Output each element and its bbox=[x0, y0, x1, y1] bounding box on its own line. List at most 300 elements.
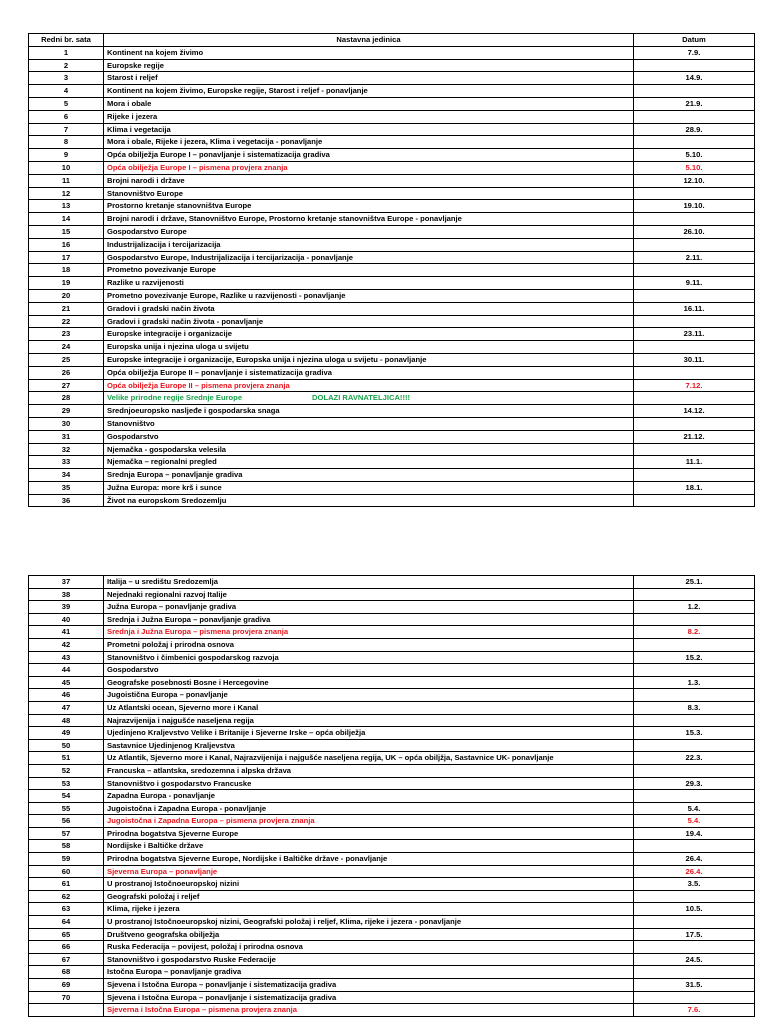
lesson-topic-text: Brojni narodi i države bbox=[107, 175, 185, 185]
lesson-topic bbox=[104, 1004, 634, 1017]
lesson-date bbox=[634, 588, 755, 601]
schedule-table-1 bbox=[28, 33, 755, 507]
lesson-topic-text: Nordijske i Baltičke države bbox=[107, 841, 204, 851]
lesson-date bbox=[634, 916, 755, 929]
lesson-date bbox=[634, 315, 755, 328]
lesson-number: 9 bbox=[29, 149, 104, 162]
lesson-date bbox=[634, 59, 755, 72]
lesson-date bbox=[634, 840, 755, 853]
lesson-topic-text: Prometno povezivanje Europe bbox=[107, 265, 216, 275]
lesson-number: 70 bbox=[29, 991, 104, 1004]
lesson-topic bbox=[104, 689, 634, 702]
lesson-number: 10 bbox=[29, 161, 104, 174]
lesson-number: 28 bbox=[29, 392, 104, 405]
lesson-date: 21.9. bbox=[634, 97, 755, 110]
lesson-date: 5.10. bbox=[634, 161, 755, 174]
lesson-topic-text: Prometno povezivanje Europe, Razlike u razvijenosti - ponavljanje bbox=[107, 290, 346, 300]
lesson-number: 45 bbox=[29, 676, 104, 689]
lesson-number bbox=[29, 1004, 104, 1017]
lesson-topic-text: Gospodarstvo bbox=[107, 431, 159, 441]
lesson-date: 5.10. bbox=[634, 149, 755, 162]
lesson-topic bbox=[104, 187, 634, 200]
lesson-topic-text: Starost i reljef bbox=[107, 73, 158, 83]
lesson-topic bbox=[104, 469, 634, 482]
table-row bbox=[29, 676, 755, 689]
table-row bbox=[29, 161, 755, 174]
lesson-topic bbox=[104, 651, 634, 664]
lesson-number: 43 bbox=[29, 651, 104, 664]
lesson-date bbox=[634, 966, 755, 979]
lesson-topic-text: Jugoistična Europa – ponavljanje bbox=[107, 690, 228, 700]
header-date: Datum bbox=[634, 34, 755, 47]
lesson-topic bbox=[104, 136, 634, 149]
lesson-topic bbox=[104, 613, 634, 626]
lesson-number: 46 bbox=[29, 689, 104, 702]
lesson-topic bbox=[104, 85, 634, 98]
lesson-date: 30.11. bbox=[634, 353, 755, 366]
table-row bbox=[29, 588, 755, 601]
lesson-date bbox=[634, 739, 755, 752]
lesson-topic-text: Srednjoeuropsko nasljeđe i gospodarska snaga bbox=[107, 406, 280, 416]
lesson-topic bbox=[104, 59, 634, 72]
lesson-date bbox=[634, 85, 755, 98]
lesson-number: 35 bbox=[29, 481, 104, 494]
table-row bbox=[29, 941, 755, 954]
lesson-topic bbox=[104, 341, 634, 354]
lesson-number: 8 bbox=[29, 136, 104, 149]
table-row bbox=[29, 353, 755, 366]
lesson-topic-text: Opća obilježja Europe II – pismena provjera znanja bbox=[107, 380, 290, 390]
lesson-topic-text: Nejednaki regionalni razvoj Italije bbox=[107, 589, 227, 599]
lesson-topic bbox=[104, 714, 634, 727]
header-row bbox=[29, 34, 755, 47]
lesson-topic bbox=[104, 225, 634, 238]
lesson-topic-text: Istočna Europa – ponavljanje gradiva bbox=[107, 967, 242, 977]
lesson-topic-text: Ruska Federacija – povijest, položaj i prirodna osnova bbox=[107, 942, 303, 952]
lesson-topic-text: Sjevena i Istočna Europa – ponavljanje i sistematizacija gradiva bbox=[107, 992, 337, 1002]
table-row bbox=[29, 85, 755, 98]
lesson-date bbox=[634, 110, 755, 123]
lesson-topic bbox=[104, 251, 634, 264]
table-row bbox=[29, 664, 755, 677]
lesson-topic-text: Europske integracije i organizacije bbox=[107, 329, 232, 339]
lesson-topic-text: Gradovi i gradski način života - ponavljanje bbox=[107, 316, 264, 326]
table-row bbox=[29, 366, 755, 379]
lesson-number: 59 bbox=[29, 853, 104, 866]
lesson-topic bbox=[104, 676, 634, 689]
lesson-topic-text: Opća obilježja Europe I – ponavljanje i sistematizacija gradiva bbox=[107, 150, 330, 160]
table-row bbox=[29, 264, 755, 277]
lesson-topic bbox=[104, 777, 634, 790]
lesson-number: 13 bbox=[29, 200, 104, 213]
lesson-topic-text: U prostranoj Istočnoeuropskoj nizini, Geografski položaj i reljef, Klima, rijeke i jezera - ponavljanje bbox=[107, 917, 462, 927]
lesson-number: 25 bbox=[29, 353, 104, 366]
lesson-number: 49 bbox=[29, 727, 104, 740]
lesson-number: 24 bbox=[29, 341, 104, 354]
lesson-date bbox=[634, 289, 755, 302]
lesson-number: 65 bbox=[29, 928, 104, 941]
lesson-topic bbox=[104, 417, 634, 430]
lesson-topic bbox=[104, 638, 634, 651]
lesson-date bbox=[634, 213, 755, 226]
lesson-topic-text: Kontinent na kojem živimo, Europske regije, Starost i reljef - ponavljanje bbox=[107, 86, 368, 96]
lesson-date bbox=[634, 443, 755, 456]
table-row bbox=[29, 613, 755, 626]
lesson-topic-text: Sjeverna Europa – ponavljanje bbox=[107, 866, 218, 876]
lesson-topic bbox=[104, 302, 634, 315]
lesson-topic-text: Jugoistočna i Zapadna Europa – pismena provjera znanja bbox=[107, 816, 315, 826]
lesson-number: 33 bbox=[29, 456, 104, 469]
table-row bbox=[29, 752, 755, 765]
lesson-topic-text: Europske regije bbox=[107, 60, 164, 70]
table-row bbox=[29, 289, 755, 302]
table-row bbox=[29, 328, 755, 341]
lesson-number: 61 bbox=[29, 878, 104, 891]
lesson-topic-text: Geografske posebnosti Bosne i Hercegovine bbox=[107, 677, 269, 687]
lesson-number: 34 bbox=[29, 469, 104, 482]
lesson-topic bbox=[104, 790, 634, 803]
lesson-date: 16.11. bbox=[634, 302, 755, 315]
lesson-number: 21 bbox=[29, 302, 104, 315]
lesson-number: 16 bbox=[29, 238, 104, 251]
table-row bbox=[29, 802, 755, 815]
lesson-topic bbox=[104, 494, 634, 507]
table-row bbox=[29, 469, 755, 482]
lesson-number: 64 bbox=[29, 916, 104, 929]
lesson-number: 44 bbox=[29, 664, 104, 677]
lesson-topic-text: Najrazvijenija i najgušće naseljena regija bbox=[107, 715, 254, 725]
lesson-number: 37 bbox=[29, 576, 104, 589]
lesson-topic bbox=[104, 328, 634, 341]
lesson-topic-text: Uz Atlantski ocean, Sjeverno more i Kanal bbox=[107, 702, 259, 712]
lesson-topic-text: Stanovništvo i gospodarstvo Ruske Federacije bbox=[107, 954, 276, 964]
lesson-date: 29.3. bbox=[634, 777, 755, 790]
lesson-number: 40 bbox=[29, 613, 104, 626]
lesson-number: 63 bbox=[29, 903, 104, 916]
table-row bbox=[29, 727, 755, 740]
lesson-topic-text: Sastavnice Ujedinjenog Kraljevstva bbox=[107, 740, 235, 750]
lesson-topic bbox=[104, 366, 634, 379]
lesson-date: 1.2. bbox=[634, 601, 755, 614]
lesson-topic bbox=[104, 853, 634, 866]
lesson-date: 15.2. bbox=[634, 651, 755, 664]
lesson-date: 7.9. bbox=[634, 46, 755, 59]
lesson-number: 26 bbox=[29, 366, 104, 379]
table-row bbox=[29, 72, 755, 85]
lesson-date bbox=[634, 392, 755, 405]
lesson-topic bbox=[104, 379, 634, 392]
lesson-date: 14.12. bbox=[634, 405, 755, 418]
table-row bbox=[29, 46, 755, 59]
lesson-date bbox=[634, 941, 755, 954]
lesson-topic-text: Klima i vegetacija bbox=[107, 124, 171, 134]
lesson-number: 67 bbox=[29, 953, 104, 966]
lesson-topic bbox=[104, 903, 634, 916]
lesson-topic-text: Ujedinjeno Kraljevstvo Velike i Britanije i Sjeverne Irske – opća obilježja bbox=[107, 728, 366, 738]
lesson-topic-text: Gospodarstvo Europe bbox=[107, 226, 187, 236]
lesson-number: 1 bbox=[29, 46, 104, 59]
lesson-date: 7.12. bbox=[634, 379, 755, 392]
lesson-date bbox=[634, 469, 755, 482]
lesson-topic bbox=[104, 928, 634, 941]
lesson-date: 15.3. bbox=[634, 727, 755, 740]
lesson-topic-text: Stanovništvo bbox=[107, 418, 155, 428]
table-row bbox=[29, 302, 755, 315]
lesson-topic-text: Razlike u razvijenosti bbox=[107, 278, 184, 288]
lesson-number: 39 bbox=[29, 601, 104, 614]
lesson-topic-text: Njemačka - gospodarska velesila bbox=[107, 444, 227, 454]
lesson-date: 25.1. bbox=[634, 576, 755, 589]
lesson-topic bbox=[104, 626, 634, 639]
lesson-topic-text: Mora i obale, Rijeke i jezera, Klima i vegetacija - ponavljanje bbox=[107, 137, 323, 147]
lesson-topic bbox=[104, 727, 634, 740]
lesson-topic bbox=[104, 443, 634, 456]
lesson-number: 23 bbox=[29, 328, 104, 341]
lesson-date: 7.6. bbox=[634, 1004, 755, 1017]
lesson-topic-text: Stanovništvo i čimbenici gospodarskog razvoja bbox=[107, 652, 279, 662]
lesson-number: 32 bbox=[29, 443, 104, 456]
table-row bbox=[29, 405, 755, 418]
table-row bbox=[29, 916, 755, 929]
lesson-topic bbox=[104, 97, 634, 110]
lesson-number: 58 bbox=[29, 840, 104, 853]
lesson-topic bbox=[104, 149, 634, 162]
lesson-topic-text: Gospodarstvo bbox=[107, 665, 159, 675]
lesson-date bbox=[634, 613, 755, 626]
lesson-topic bbox=[104, 764, 634, 777]
table-row bbox=[29, 714, 755, 727]
lesson-date bbox=[634, 264, 755, 277]
lesson-date: 26.4. bbox=[634, 865, 755, 878]
lesson-topic-text: Zapadna Europa - ponavljanje bbox=[107, 791, 216, 801]
lesson-topic bbox=[104, 174, 634, 187]
lesson-date bbox=[634, 136, 755, 149]
lesson-topic bbox=[104, 953, 634, 966]
lesson-date: 14.9. bbox=[634, 72, 755, 85]
lesson-topic-text: Stanovništvo Europe bbox=[107, 188, 183, 198]
lesson-topic-text: Gradovi i gradski način života bbox=[107, 303, 215, 313]
lesson-topic bbox=[104, 802, 634, 815]
lesson-topic bbox=[104, 481, 634, 494]
lesson-number: 22 bbox=[29, 315, 104, 328]
lesson-topic-text: Opća obilježja Europe I – pismena provjera znanja bbox=[107, 162, 288, 172]
lesson-topic bbox=[104, 701, 634, 714]
lesson-topic bbox=[104, 392, 634, 405]
lesson-topic-text: Mora i obale bbox=[107, 98, 152, 108]
lesson-number: 53 bbox=[29, 777, 104, 790]
lesson-topic-text: U prostranoj Istočnoeuropskoj nizini bbox=[107, 879, 240, 889]
lesson-number: 19 bbox=[29, 277, 104, 290]
lesson-topic bbox=[104, 588, 634, 601]
table-row bbox=[29, 764, 755, 777]
lesson-topic-text: Srednja i Južna Europa – ponavljanje gradiva bbox=[107, 614, 271, 624]
lesson-date: 26.4. bbox=[634, 853, 755, 866]
table-row bbox=[29, 59, 755, 72]
table-row bbox=[29, 903, 755, 916]
lesson-number: 54 bbox=[29, 790, 104, 803]
table-row bbox=[29, 379, 755, 392]
table-row bbox=[29, 213, 755, 226]
lesson-topic-text: Velike prirodne regije Srednje Europe bbox=[107, 393, 243, 403]
lesson-date: 19.4. bbox=[634, 827, 755, 840]
table-row bbox=[29, 979, 755, 992]
lesson-topic bbox=[104, 752, 634, 765]
lesson-topic bbox=[104, 815, 634, 828]
lesson-number: 29 bbox=[29, 405, 104, 418]
table-row bbox=[29, 456, 755, 469]
lesson-number: 66 bbox=[29, 941, 104, 954]
lesson-topic-text: Južna Europa: more krš i sunce bbox=[107, 482, 222, 492]
lesson-topic-text: Francuska – atlantska, sredozemna i alpska država bbox=[107, 765, 292, 775]
lesson-date: 3.5. bbox=[634, 878, 755, 891]
table-row bbox=[29, 790, 755, 803]
table-row bbox=[29, 238, 755, 251]
lesson-date: 18.1. bbox=[634, 481, 755, 494]
lesson-number: 55 bbox=[29, 802, 104, 815]
lesson-topic-text: Rijeke i jezera bbox=[107, 111, 158, 121]
lesson-date: 11.1. bbox=[634, 456, 755, 469]
lesson-topic-text: Europske integracije i organizacije, Europska unija i njezina uloga u svijetu - ponavljanje bbox=[107, 354, 427, 364]
lesson-number: 17 bbox=[29, 251, 104, 264]
table-row bbox=[29, 1004, 755, 1017]
lesson-date: 21.12. bbox=[634, 430, 755, 443]
table-row bbox=[29, 840, 755, 853]
lesson-number: 31 bbox=[29, 430, 104, 443]
lesson-topic-text: Društveno geografska obilježja bbox=[107, 929, 220, 939]
table-row bbox=[29, 651, 755, 664]
lesson-topic bbox=[104, 916, 634, 929]
lesson-number: 30 bbox=[29, 417, 104, 430]
lesson-date: 2.11. bbox=[634, 251, 755, 264]
lesson-number: 4 bbox=[29, 85, 104, 98]
lesson-topic bbox=[104, 878, 634, 891]
table-row bbox=[29, 878, 755, 891]
lesson-number: 41 bbox=[29, 626, 104, 639]
table-row bbox=[29, 149, 755, 162]
table-row bbox=[29, 225, 755, 238]
lesson-date: 17.5. bbox=[634, 928, 755, 941]
table-row bbox=[29, 966, 755, 979]
header-topic: Nastavna jedinica bbox=[104, 34, 634, 47]
lesson-date bbox=[634, 890, 755, 903]
header-lesson-number: Redni br. sata bbox=[29, 34, 104, 47]
lesson-date: 5.4. bbox=[634, 815, 755, 828]
lesson-topic bbox=[104, 238, 634, 251]
table-row bbox=[29, 827, 755, 840]
lesson-date bbox=[634, 689, 755, 702]
lesson-topic bbox=[104, 161, 634, 174]
lesson-number: 48 bbox=[29, 714, 104, 727]
table-row bbox=[29, 417, 755, 430]
lesson-topic-text: Opća obilježja Europe II – ponavljanje i sistematizacija gradiva bbox=[107, 367, 332, 377]
lesson-topic-text: Prometni položaj i prirodna osnova bbox=[107, 639, 234, 649]
lesson-topic bbox=[104, 979, 634, 992]
table-row bbox=[29, 136, 755, 149]
lesson-number: 5 bbox=[29, 97, 104, 110]
table-row bbox=[29, 200, 755, 213]
lesson-topic bbox=[104, 827, 634, 840]
table-row bbox=[29, 865, 755, 878]
schedule-table-2 bbox=[28, 575, 755, 1017]
lesson-date: 26.10. bbox=[634, 225, 755, 238]
lesson-number: 56 bbox=[29, 815, 104, 828]
table-row bbox=[29, 481, 755, 494]
lesson-date: 22.3. bbox=[634, 752, 755, 765]
table-row bbox=[29, 97, 755, 110]
table-row bbox=[29, 392, 755, 405]
lesson-date bbox=[634, 991, 755, 1004]
lesson-number: 47 bbox=[29, 701, 104, 714]
lesson-topic-text: Geografski položaj i reljef bbox=[107, 891, 200, 901]
table-row bbox=[29, 953, 755, 966]
lesson-topic-text: Klima, rijeke i jezera bbox=[107, 904, 180, 914]
lesson-topic bbox=[104, 110, 634, 123]
table-row bbox=[29, 853, 755, 866]
lesson-number: 60 bbox=[29, 865, 104, 878]
table-row bbox=[29, 576, 755, 589]
table-row bbox=[29, 626, 755, 639]
lesson-topic-text: Brojni narodi i države, Stanovništvo Europe, Prostorno kretanje stanovništva Europe - ponavljanje bbox=[107, 214, 462, 224]
lesson-number: 11 bbox=[29, 174, 104, 187]
lesson-number: 38 bbox=[29, 588, 104, 601]
lesson-topic-text: Europska unija i njezina uloga u svijetu bbox=[107, 342, 249, 352]
lesson-topic-text: Prirodna bogatstva Sjeverne Europe bbox=[107, 828, 239, 838]
lesson-number: 6 bbox=[29, 110, 104, 123]
lesson-number: 36 bbox=[29, 494, 104, 507]
lesson-topic bbox=[104, 315, 634, 328]
table-row bbox=[29, 341, 755, 354]
lesson-number: 14 bbox=[29, 213, 104, 226]
lesson-topic bbox=[104, 213, 634, 226]
lesson-date: 8.2. bbox=[634, 626, 755, 639]
lesson-date bbox=[634, 417, 755, 430]
table-row bbox=[29, 701, 755, 714]
lesson-date bbox=[634, 366, 755, 379]
lesson-topic bbox=[104, 991, 634, 1004]
lesson-topic-text: Stanovništvo i gospodarstvo Francuske bbox=[107, 778, 252, 788]
lesson-number: 3 bbox=[29, 72, 104, 85]
table-row bbox=[29, 991, 755, 1004]
lesson-number: 68 bbox=[29, 966, 104, 979]
lesson-topic bbox=[104, 739, 634, 752]
lesson-date bbox=[634, 341, 755, 354]
lesson-topic-text: Kontinent na kojem živimo bbox=[107, 47, 204, 57]
lesson-date: 10.5. bbox=[634, 903, 755, 916]
lesson-note: DOLAZI RAVNATELJICA!!!! bbox=[312, 393, 411, 403]
lesson-number: 50 bbox=[29, 739, 104, 752]
lesson-topic-text: Život na europskom Sredozemlju bbox=[107, 495, 227, 505]
lesson-date: 9.11. bbox=[634, 277, 755, 290]
lesson-date bbox=[634, 494, 755, 507]
lesson-number: 7 bbox=[29, 123, 104, 136]
lesson-topic bbox=[104, 405, 634, 418]
table-row bbox=[29, 601, 755, 614]
table-row bbox=[29, 251, 755, 264]
lesson-number: 15 bbox=[29, 225, 104, 238]
table-row bbox=[29, 928, 755, 941]
lesson-date: 24.5. bbox=[634, 953, 755, 966]
lesson-topic bbox=[104, 277, 634, 290]
lesson-number: 62 bbox=[29, 890, 104, 903]
table-row bbox=[29, 110, 755, 123]
lesson-topic bbox=[104, 576, 634, 589]
lesson-topic bbox=[104, 664, 634, 677]
lesson-date bbox=[634, 638, 755, 651]
lesson-topic-text: Srednja i Južna Europa – pismena provjera znanja bbox=[107, 627, 289, 637]
lesson-topic-text: Sjeverna i Istočna Europa – pismena provjera znanja bbox=[107, 1005, 297, 1015]
table-row bbox=[29, 815, 755, 828]
table-row bbox=[29, 174, 755, 187]
